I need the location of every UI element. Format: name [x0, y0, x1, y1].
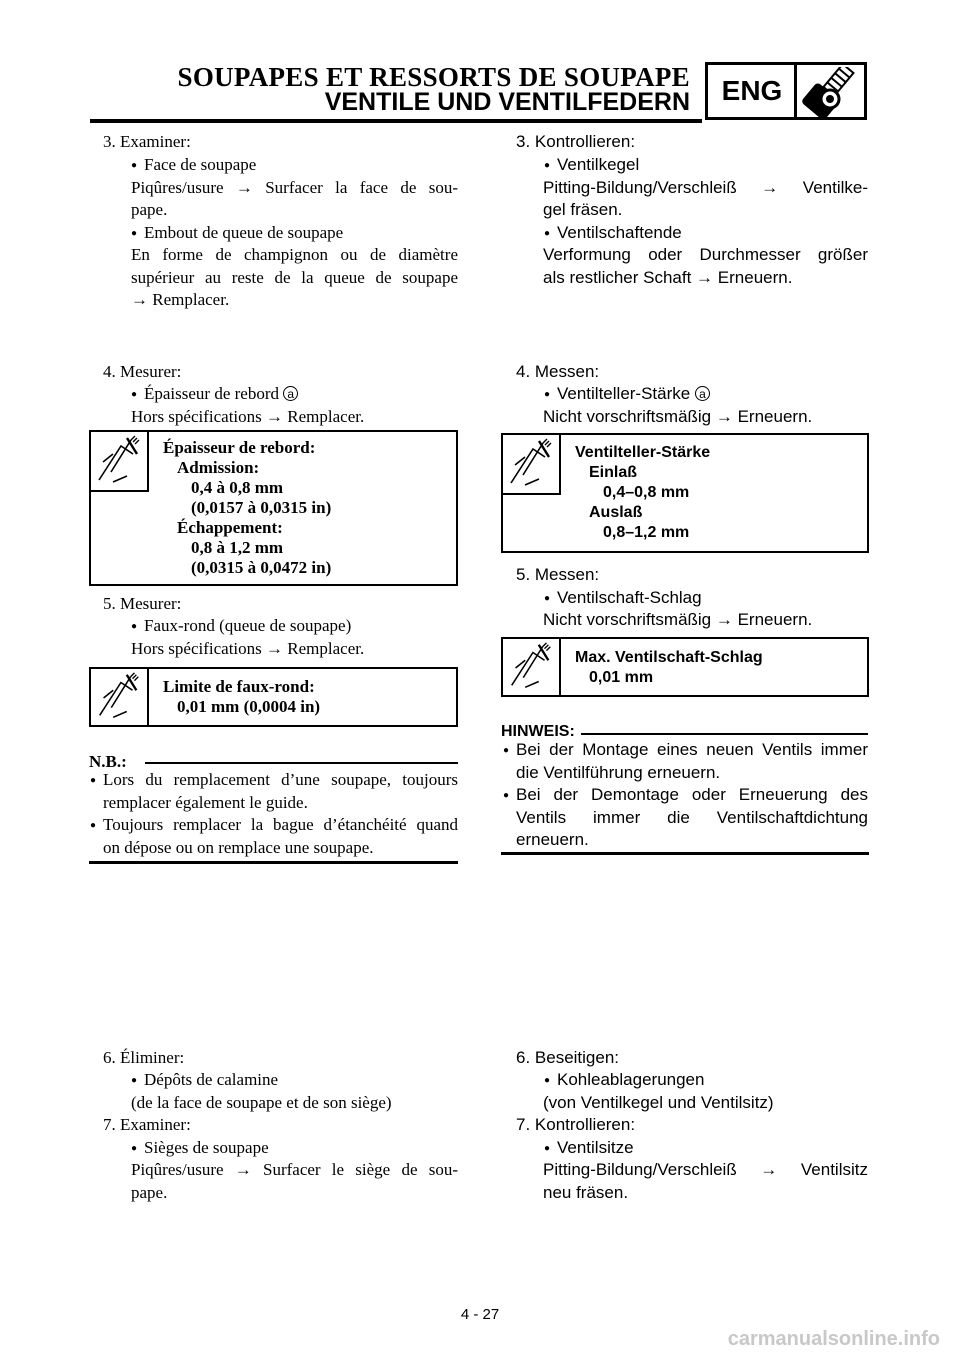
- page-number: 4 - 27: [460, 1306, 500, 1323]
- de-step-5-bullet-1: ● Ventilschaft-Schlag: [557, 587, 702, 610]
- de-step-7-bullet-1: ● Ventilsitze: [557, 1137, 634, 1160]
- de-note-text-1: die Ventilführung erneuern.: [516, 763, 721, 782]
- fr-step-5-bullet-1: ● Faux-rond (queue de soupape): [144, 615, 351, 638]
- de-spec-1-line-4: Auslaß: [589, 504, 643, 521]
- engine-bolt-icon: [800, 67, 862, 117]
- caliper-icon: [503, 435, 559, 493]
- fr-step-3-text-2: pape.: [131, 200, 168, 219]
- fr-note-heading: N.B.:: [89, 752, 127, 771]
- de-spec-box-1: [501, 433, 869, 553]
- de-step-3-bullet-1: ● Ventilkegel: [557, 154, 639, 177]
- de-note-end-rule: [501, 852, 869, 855]
- de-note-text-2: Ventils immer die Ventilschaftdichtung: [516, 808, 868, 827]
- fr-note-text-1: remplacer également le guide.: [103, 793, 308, 812]
- fr-step-7-text-1: Piqûres/usure → Surfacer le siège de sou-: [131, 1160, 458, 1179]
- fr-spec-1-line-5: Échappement:: [177, 518, 283, 537]
- fr-spec-1-line-1: Épaisseur de rebord:: [163, 438, 316, 457]
- fr-step-3-text-4: supérieur au reste de la queue de soupape: [131, 268, 458, 287]
- fr-spec-1-line-7: (0,0315 à 0,0472 in): [191, 558, 332, 577]
- de-step-3-text-2: gel fräsen.: [543, 200, 623, 219]
- fr-step-3-text-5: → Remplacer.: [131, 290, 230, 309]
- de-note-rule: [581, 733, 868, 735]
- de-note-heading: HINWEIS:: [501, 723, 575, 740]
- fr-spec-1-line-2: Admission:: [177, 458, 260, 477]
- de-spec-2-line-1: Max. Ventilschaft-Schlag: [575, 649, 763, 666]
- header-rule: [90, 119, 702, 123]
- caliper-icon-box: [503, 435, 561, 495]
- caliper-icon-box: [91, 669, 149, 725]
- badge-divider: [794, 65, 797, 117]
- fr-step-6-bullet-1: ● Dépôts de calamine: [144, 1069, 278, 1092]
- de-step-4-bullet-1: [557, 383, 710, 406]
- fr-step-7-text-2: pape.: [131, 1183, 168, 1202]
- fr-note-end-rule: [89, 861, 458, 864]
- caliper-icon: [503, 639, 559, 695]
- fr-step-4: 4. Mesurer:: [103, 362, 182, 381]
- de-spec-box-2: [501, 637, 869, 697]
- watermark: carmanualsonline.info: [727, 1328, 940, 1350]
- fr-step-5-text-1: Hors spécifications → Remplacer.: [131, 639, 365, 658]
- de-step-7-text-2: neu fräsen.: [543, 1183, 629, 1202]
- page-title-fr: SOUPAPES ET RESSORTS DE SOUPAPE: [177, 62, 690, 92]
- caliper-icon-box: [91, 432, 149, 492]
- fr-step-7-bullet-1: ● Sièges de soupape: [144, 1137, 269, 1160]
- fr-step-6: 6. Éliminer:: [103, 1048, 185, 1067]
- fr-note-bullet-1: ● Lors du remplacement d’une soupape, toujours: [103, 769, 458, 792]
- section-badge-label: ENG: [721, 75, 783, 106]
- fr-spec-2-line-1: Limite de faux-rond:: [163, 677, 315, 696]
- fr-spec-1-line-4: (0,0157 à 0,0315 in): [191, 498, 332, 517]
- fr-step-3-text-3: En forme de champignon ou de diamètre: [131, 245, 458, 264]
- fr-step-4-bullet-1-text: Épaisseur de rebord: [144, 384, 280, 403]
- de-step-6-text-1: (von Ventilkegel und Ventilsitz): [543, 1093, 774, 1112]
- fr-step-7: 7. Examiner:: [103, 1115, 191, 1134]
- de-step-4: 4. Messen:: [516, 362, 600, 381]
- de-spec-1-line-1: Ventilteller-Stärke: [575, 444, 711, 461]
- de-step-5: 5. Messen:: [516, 565, 600, 584]
- de-spec-1-line-5: 0,8–1,2 mm: [603, 524, 690, 541]
- caliper-icon: [91, 669, 147, 725]
- fr-step-3-text-1: Piqûres/usure → Surfacer la face de sou-: [131, 178, 458, 197]
- fr-step-4-bullet-1: [144, 383, 298, 406]
- de-step-3: 3. Kontrollieren:: [516, 132, 636, 151]
- callout-a-marker: a: [283, 386, 298, 401]
- de-step-7-text-1: Pitting-Bildung/Verschleiß → Ventilsitz: [543, 1160, 868, 1179]
- fr-step-3-bullet-1: ● Face de soupape: [144, 154, 256, 177]
- fr-step-3-bullet-2: ● Embout de queue de soupape: [144, 222, 343, 245]
- fr-step-6-text-1: (de la face de soupape et de son siège): [131, 1093, 392, 1112]
- caliper-icon: [91, 432, 147, 490]
- section-badge: [705, 62, 867, 120]
- de-note-bullet-2: ● Bei der Demontage oder Erneuerung des: [516, 784, 868, 807]
- de-step-6: 6. Beseitigen:: [516, 1048, 620, 1067]
- fr-note-rule: [145, 762, 458, 764]
- fr-spec-box-2: [89, 667, 458, 727]
- page-title-de: VENTILE UND VENTILFEDERN: [324, 88, 690, 116]
- fr-step-3: 3. Examiner:: [103, 132, 191, 151]
- fr-note-text-2: on dépose ou on remplace une soupape.: [103, 838, 374, 857]
- de-note-text-3: erneuern.: [516, 830, 589, 849]
- de-note-bullet-1: ● Bei der Montage eines neuen Ventils immer: [516, 739, 868, 762]
- fr-step-5: 5. Mesurer:: [103, 594, 182, 613]
- de-step-7: 7. Kontrollieren:: [516, 1115, 636, 1134]
- de-spec-2-line-2: 0,01 mm: [589, 669, 654, 686]
- fr-note-bullet-2: ● Toujours remplacer la bague d’étanchéité quand: [103, 814, 458, 837]
- fr-spec-1-line-3: 0,4 à 0,8 mm: [191, 478, 284, 497]
- de-step-6-bullet-1: ● Kohleablagerungen: [557, 1069, 704, 1092]
- fr-spec-1-line-6: 0,8 à 1,2 mm: [191, 538, 284, 557]
- de-step-4-bullet-1-text: Ventilteller-Stärke: [557, 384, 691, 403]
- de-step-4-text-1: Nicht vorschriftsmäßig → Erneuern.: [543, 407, 813, 426]
- de-step-5-text-1: Nicht vorschriftsmäßig → Erneuern.: [543, 610, 813, 629]
- de-spec-1-line-2: Einlaß: [589, 464, 638, 481]
- de-step-3-bullet-2: ● Ventilschaftende: [557, 222, 682, 245]
- de-spec-1-line-3: 0,4–0,8 mm: [603, 484, 690, 501]
- fr-spec-2-line-2: 0,01 mm (0,0004 in): [177, 697, 321, 716]
- de-step-3-text-1: Pitting-Bildung/Verschleiß → Ventilke-: [543, 178, 868, 197]
- fr-step-4-text-1: Hors spécifications → Remplacer.: [131, 407, 365, 426]
- callout-a-marker: a: [695, 386, 710, 401]
- fr-spec-box-1: [89, 430, 458, 586]
- de-step-3-text-3: Verformung oder Durchmesser größer: [543, 245, 868, 264]
- de-step-3-text-4: als restlicher Schaft → Erneuern.: [543, 268, 793, 287]
- caliper-icon-box: [503, 639, 561, 695]
